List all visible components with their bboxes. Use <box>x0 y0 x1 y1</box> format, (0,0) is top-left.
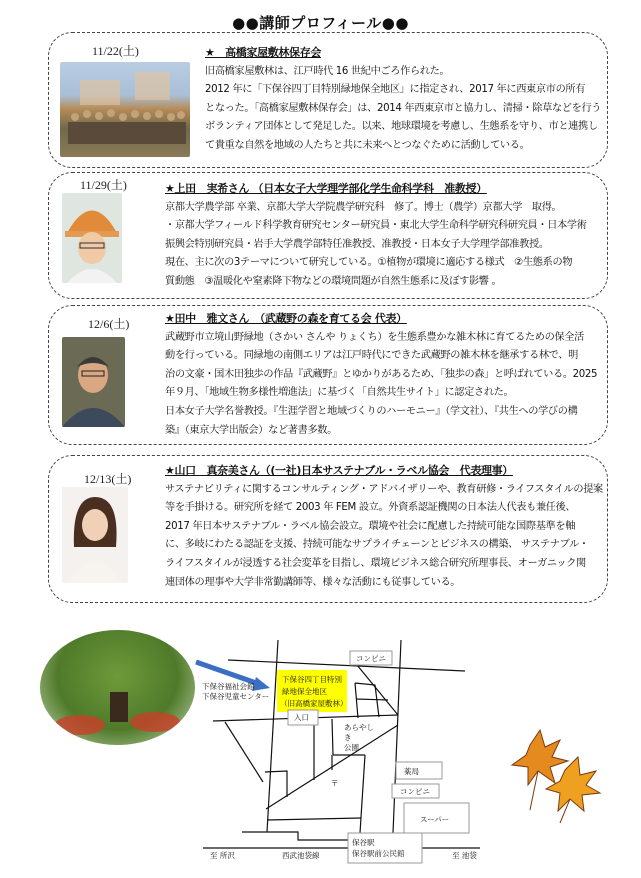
profile-line: 振興会特別研究員・岩手大学農学部特任准教授、准教授・日本女子大学理学部准教授。 <box>165 238 549 250</box>
profile-heading: ★上田 実希さん （日本女子大学理学部化学生命科学科 准教授） <box>165 182 487 195</box>
pharmacy-label: 薬局 <box>404 767 419 776</box>
station-label: 保谷駅前公民館 <box>352 849 405 858</box>
site-label: 緑地保全地区 <box>282 687 327 696</box>
park-label: き <box>344 733 352 742</box>
profile-line: 築』（東京大学出版会）など著書多数。 <box>165 424 337 436</box>
profile-heading: ★田中 雅文さん （武蔵野の森を育てる会 代表） <box>165 312 407 325</box>
super-label: スーパー <box>420 815 450 824</box>
profile-line: ・京都大学フィールド科学教育研究センター研究員・東北大学生命科学研究科研究員・日本学術 <box>165 220 587 232</box>
profile-date: 11/22(土) <box>92 44 139 58</box>
profile-line: 2012 年に「下保谷四丁目特別緑地保全地区」に指定され、2017 年に西東京市の所有 <box>205 84 586 96</box>
welfare-label: 下保谷福祉会館 <box>202 682 255 691</box>
profile-line: 治の文豪・国木田独歩の作品『武蔵野』とゆかりがあるため、「独歩の森」と呼ばれている。2025 <box>165 368 598 380</box>
forest-image <box>40 630 195 745</box>
to-tokorozawa-label: 至 所沢 <box>210 851 235 860</box>
profile-line: に、多岐にわたる認証を支援、持続可能なサプライチェーンとビジネスの構築、 サステナブル・ <box>165 539 589 551</box>
portrait-yamaguchi <box>62 487 128 583</box>
profile-line: 質動態 ③温暖化や窒素降下物などの環境問題が自然生態系に及ぼす影響 。 <box>165 275 502 287</box>
profile-line: 連団体の理事や大学非常勤講師等、様々な活動にも従事している。 <box>165 576 461 588</box>
portrait-image <box>62 193 122 283</box>
welfare-label: 下保谷児童センター <box>202 692 270 701</box>
profile-date: 12/6(土) <box>88 317 130 331</box>
station-label: 保谷駅 <box>352 838 375 847</box>
profile-line: 動を行っている。同緑地の南側エリアは江戸時代にできた武蔵野の雑木林を継承する林で、明 <box>165 350 578 362</box>
profile-date: 12/13(土) <box>84 472 132 486</box>
profile-line: て貴重な自然を地域の人たちと共に未来へとつなぐために活動している。 <box>205 139 530 151</box>
profile-line: 武蔵野市立境山野緑地（さかい さんや りょくち）を生態系豊かな雑木林に育てるための保全活 <box>165 331 584 343</box>
profile-date: 11/29(土) <box>80 178 127 192</box>
konbini-label: コンビニ <box>400 787 430 796</box>
seibu-line-label: 西武池袋線 <box>282 851 320 860</box>
access-map <box>190 640 490 870</box>
profile-heading: ★山口 真奈美さん（(一社)日本サステナブル・ラベル協会 代表理事） <box>165 464 513 477</box>
profile-line: 等を手掛ける。研究所を経て 2003 年 FEM 設立。外資系認証機関の日本法人代表も兼任後、 <box>165 502 576 514</box>
site-label: 下保谷四丁目特別 <box>282 675 342 684</box>
park-label: 公園 <box>344 743 359 752</box>
portrait-ueda <box>62 193 122 283</box>
profile-line: 旧高橋家屋敷林は、江戸時代 16 世紀中ごろ作られた。 <box>205 65 450 77</box>
site-label: （旧高橋家屋敷林） <box>280 699 348 708</box>
profile-line: 日本女子大学名誉教授。『生涯学習と地域づくりのハーモニー』（学文社）、『共生への学びの構 <box>165 405 578 417</box>
profile-line: サステナビリティに関するコンサルティング・アドバイザリーや、教育研修・ライフスタイルの提案 <box>165 483 603 495</box>
profile-line: 年９月、「地域生物多様性増進法」に基づく「自然共生サイト」に認定された。 <box>165 387 514 399</box>
autumn-leaves-icon <box>500 725 615 825</box>
profile-text-3 <box>165 310 605 440</box>
park-label: あらやし <box>344 723 374 732</box>
group-photo <box>60 62 190 157</box>
to-ikebukuro-label: 至 池袋 <box>452 851 477 860</box>
profile-line: 2017 年日本サステナブル・ラベル協会設立。環境や社会に配慮した持続可能な国際基準を軸 <box>165 520 576 532</box>
profile-line: ボランティア団体として発足した。以来、地球環境を考慮し、生態系を守り、市と連携し <box>205 121 598 133</box>
portrait-image <box>62 487 128 583</box>
group-photo-image <box>60 62 190 157</box>
portrait-tanaka <box>62 337 125 427</box>
entrance-label: 入口 <box>294 713 309 722</box>
profile-line: となった。「高橋家屋敷林保存会」は、2014 年西東京市と協力し、清掃・除草などを行う <box>205 102 602 114</box>
profile-line: 京都大学農学部 卒業、京都大学大学院農学研究科 修了。博士（農学）京都大学 取得。 <box>165 201 562 213</box>
profile-text-2 <box>165 180 605 292</box>
forest-photo <box>40 630 195 745</box>
post-office-label: 〒 <box>331 779 339 788</box>
portrait-image <box>62 337 125 427</box>
profile-heading: ★ 高橋家屋敷林保存会 <box>205 46 322 59</box>
pharmacy-box <box>396 762 442 779</box>
profile-text-1 <box>205 44 605 156</box>
profile-text-4 <box>165 462 605 592</box>
profile-line: 現在、主に次の3テーマについて研究している。①植物が環境に適応する様式 ②生態系の物 <box>165 257 573 269</box>
profile-line: ライフスタイルが浸透する社会変革を目指し、環境ビジネス総合研究所理事長、オーガニック関 <box>165 557 586 569</box>
page-title: ●●講師プロフィール●● <box>232 14 409 32</box>
konbini-label: コンビニ <box>356 654 386 663</box>
